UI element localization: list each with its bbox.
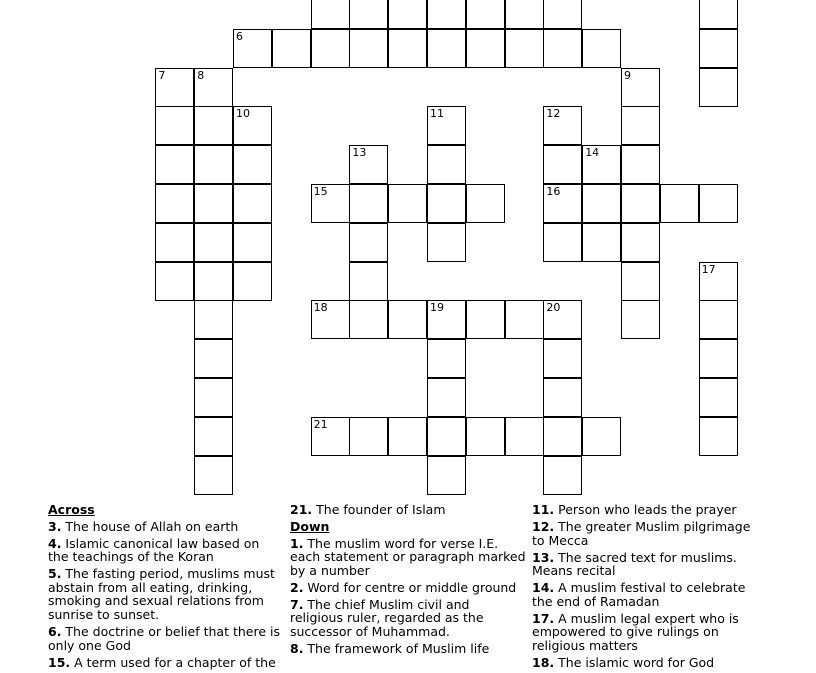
grid-cell[interactable] bbox=[194, 184, 233, 223]
grid-cell[interactable] bbox=[699, 417, 738, 456]
grid-cell[interactable] bbox=[427, 0, 466, 29]
grid-cell[interactable] bbox=[582, 184, 621, 223]
grid-cell[interactable] bbox=[543, 300, 582, 339]
clue-text: The doctrine or belief that there is only one God bbox=[48, 623, 280, 653]
clue-item bbox=[48, 520, 280, 534]
grid-cell[interactable] bbox=[155, 184, 194, 223]
grid-cell[interactable] bbox=[466, 417, 505, 456]
grid-cell[interactable] bbox=[505, 0, 544, 29]
grid-cell[interactable] bbox=[349, 29, 388, 68]
grid-cell[interactable] bbox=[388, 300, 427, 339]
grid-cell[interactable] bbox=[194, 68, 233, 107]
clue-text: The fasting period, muslims must abstain from all eating, drinking, smoking and sexual relations from sunrise to sunset. bbox=[48, 566, 275, 622]
grid-cell[interactable] bbox=[427, 300, 466, 339]
clue-number: 14 bbox=[585, 146, 600, 160]
clue-number-label: 3. bbox=[48, 518, 62, 534]
clues-column-3 bbox=[532, 503, 752, 673]
grid-cell[interactable] bbox=[699, 339, 738, 378]
clue-item bbox=[532, 612, 752, 653]
grid-cell[interactable] bbox=[233, 29, 272, 68]
grid-cell[interactable] bbox=[155, 68, 194, 107]
clue-number: 11 bbox=[430, 107, 444, 121]
clue-text: A muslim legal expert who is empowered to give rulings on religious matters bbox=[532, 610, 739, 653]
grid-cell[interactable] bbox=[543, 223, 582, 262]
grid-cell[interactable] bbox=[543, 29, 582, 68]
clue-text: A muslim festival to celebrate the end of Ramadan bbox=[532, 580, 746, 609]
grid-cell[interactable] bbox=[660, 184, 699, 223]
clue-number-label: 6. bbox=[48, 623, 62, 639]
grid-cell[interactable] bbox=[543, 417, 582, 456]
grid-cell[interactable] bbox=[621, 262, 660, 301]
grid-cell[interactable] bbox=[194, 300, 233, 339]
clue-item bbox=[290, 598, 526, 639]
clue-number: 8 bbox=[197, 68, 205, 82]
grid-cell[interactable] bbox=[466, 29, 505, 68]
clue-number: 19 bbox=[430, 301, 444, 315]
grid-cell[interactable] bbox=[582, 145, 621, 184]
grid-cell[interactable] bbox=[194, 378, 233, 417]
clue-number-label: 13. bbox=[532, 549, 555, 565]
clue-number-label: 17. bbox=[532, 610, 555, 626]
clue-item bbox=[532, 520, 752, 547]
clue-text: The islamic word for God bbox=[554, 654, 715, 670]
clue-number-label: 7. bbox=[290, 596, 304, 612]
grid-cell[interactable] bbox=[699, 0, 738, 29]
grid-cell[interactable] bbox=[505, 417, 544, 456]
grid-cell[interactable] bbox=[699, 68, 738, 107]
grid-cell[interactable] bbox=[505, 29, 544, 68]
down-heading: Down bbox=[290, 518, 330, 534]
clue-item bbox=[48, 625, 280, 652]
clue-text: The greater Muslim pilgrimage to Mecca bbox=[532, 518, 751, 548]
clue-number: 17 bbox=[701, 262, 716, 276]
grid-cell[interactable] bbox=[194, 106, 233, 145]
clue-text: The chief Muslim civil and religious ruler, regarded as the successor of Muhammad. bbox=[290, 596, 484, 639]
clue-number: 13 bbox=[352, 146, 367, 160]
grid-cell[interactable] bbox=[194, 456, 233, 495]
grid-cell[interactable] bbox=[699, 300, 738, 339]
clues-column-1 bbox=[48, 503, 280, 672]
grid-cell[interactable] bbox=[621, 300, 660, 339]
grid-cell[interactable] bbox=[621, 68, 660, 107]
grid-cell[interactable] bbox=[582, 417, 621, 456]
clue-number-label: 4. bbox=[48, 535, 62, 551]
clue-item bbox=[532, 656, 752, 670]
clue-number-label: 1. bbox=[290, 535, 304, 551]
clue-number: 16 bbox=[546, 185, 561, 198]
grid-cell[interactable] bbox=[427, 145, 466, 184]
clue-number-label: 15. bbox=[48, 654, 71, 670]
grid-cell[interactable] bbox=[349, 184, 388, 223]
grid-cell[interactable] bbox=[388, 184, 427, 223]
across-clue-list bbox=[48, 520, 280, 670]
grid-cell[interactable] bbox=[582, 29, 621, 68]
grid-cell[interactable] bbox=[311, 300, 350, 339]
across-clue-list-continued bbox=[290, 503, 526, 517]
grid-cell[interactable] bbox=[233, 262, 272, 301]
grid-cell[interactable] bbox=[194, 339, 233, 378]
clue-text: The framework of Muslim life bbox=[303, 640, 490, 656]
grid-cell[interactable] bbox=[194, 417, 233, 456]
clue-text: The sacred text for muslims. Means recital bbox=[532, 549, 737, 579]
clues-column-2 bbox=[290, 503, 526, 659]
grid-cell[interactable] bbox=[699, 184, 738, 223]
clue-item bbox=[532, 503, 752, 517]
grid-cell[interactable] bbox=[427, 184, 466, 223]
grid-cell[interactable] bbox=[427, 339, 466, 378]
grid-cell[interactable] bbox=[466, 300, 505, 339]
clue-number: 18 bbox=[313, 301, 328, 315]
clue-number-label: 5. bbox=[48, 566, 62, 582]
clue-number-partial bbox=[314, 0, 321, 1]
clue-number: 15 bbox=[313, 185, 328, 198]
grid-cell[interactable] bbox=[543, 106, 582, 145]
clue-text: A term used for a chapter of the bbox=[70, 654, 276, 670]
grid-cell[interactable] bbox=[311, 29, 350, 68]
clue-item bbox=[290, 503, 526, 517]
grid-cell[interactable] bbox=[621, 223, 660, 262]
grid-cell[interactable] bbox=[233, 223, 272, 262]
grid-cell[interactable] bbox=[427, 417, 466, 456]
grid-cell[interactable] bbox=[543, 145, 582, 184]
grid-cell[interactable] bbox=[621, 184, 660, 223]
grid-cell[interactable] bbox=[233, 184, 272, 223]
grid-cell[interactable] bbox=[155, 145, 194, 184]
grid-cell[interactable] bbox=[349, 417, 388, 456]
grid-cell[interactable] bbox=[155, 262, 194, 301]
clue-item bbox=[532, 551, 752, 578]
clue-number: 10 bbox=[236, 107, 250, 121]
clue-text: The muslim word for verse I.E. each statement or paragraph marked by a number bbox=[290, 535, 526, 578]
clue-item bbox=[532, 581, 752, 608]
across-heading: Across bbox=[48, 502, 95, 517]
grid-cell[interactable] bbox=[699, 378, 738, 417]
clue-text: The founder of Islam bbox=[312, 502, 446, 517]
down-clue-list-continued bbox=[532, 503, 752, 669]
grid-cell[interactable] bbox=[543, 339, 582, 378]
grid-cell[interactable] bbox=[349, 262, 388, 301]
clue-number-label: 21. bbox=[290, 502, 313, 517]
grid-cell[interactable] bbox=[543, 184, 582, 223]
clue-item bbox=[290, 537, 526, 578]
grid-cell[interactable] bbox=[543, 0, 582, 29]
grid-cell[interactable] bbox=[466, 0, 505, 29]
clue-item bbox=[290, 581, 526, 595]
grid-cell[interactable] bbox=[272, 29, 311, 68]
clue-number-label: 18. bbox=[532, 654, 555, 670]
grid-cell[interactable] bbox=[349, 145, 388, 184]
grid-cell[interactable] bbox=[427, 378, 466, 417]
grid-cell[interactable] bbox=[194, 223, 233, 262]
clue-number: 9 bbox=[624, 68, 631, 82]
clue-text: Islamic canonical law based on the teachings of the Koran bbox=[48, 535, 260, 565]
clue-number-label: 8. bbox=[290, 640, 304, 656]
grid-cell[interactable] bbox=[505, 300, 544, 339]
grid-cell[interactable] bbox=[233, 106, 272, 145]
clue-number: 20 bbox=[546, 301, 561, 315]
grid-cell[interactable] bbox=[621, 145, 660, 184]
clue-number: 21 bbox=[313, 417, 328, 431]
clue-item bbox=[48, 656, 280, 670]
clue-number-label: 11. bbox=[532, 502, 555, 517]
grid-cell[interactable] bbox=[233, 145, 272, 184]
clue-number: 6 bbox=[236, 29, 243, 43]
grid-cell[interactable] bbox=[388, 0, 427, 29]
grid-cell[interactable] bbox=[349, 0, 388, 29]
grid-cell[interactable] bbox=[699, 262, 738, 301]
down-clue-list bbox=[290, 537, 526, 656]
grid-cell[interactable] bbox=[311, 0, 350, 29]
grid-cell[interactable] bbox=[388, 417, 427, 456]
grid-cell[interactable] bbox=[155, 223, 194, 262]
grid-cell[interactable] bbox=[194, 145, 233, 184]
grid-cell[interactable] bbox=[582, 223, 621, 262]
clue-number-label: 12. bbox=[532, 518, 555, 534]
grid-cell[interactable] bbox=[427, 106, 466, 145]
grid-cell[interactable] bbox=[311, 184, 350, 223]
grid-cell[interactable] bbox=[427, 29, 466, 68]
grid-cell[interactable] bbox=[349, 300, 388, 339]
grid-cell[interactable] bbox=[155, 106, 194, 145]
clue-item bbox=[290, 642, 526, 656]
clue-text: Person who leads the prayer bbox=[554, 502, 737, 517]
clue-number-label: 14. bbox=[532, 580, 555, 596]
clue-text: Word for centre or middle ground bbox=[303, 579, 517, 595]
clue-number: 12 bbox=[546, 107, 561, 121]
grid-cell[interactable] bbox=[699, 29, 738, 68]
grid-cell[interactable] bbox=[311, 417, 350, 456]
grid-cell[interactable] bbox=[349, 223, 388, 262]
clue-number: 7 bbox=[158, 68, 166, 82]
clue-number-label: 2. bbox=[290, 579, 304, 595]
grid-cell[interactable] bbox=[621, 106, 660, 145]
grid-cell[interactable] bbox=[427, 223, 466, 262]
clue-text: The house of Allah on earth bbox=[61, 518, 239, 534]
grid-cell[interactable] bbox=[194, 262, 233, 301]
grid-cell[interactable] bbox=[427, 456, 466, 495]
grid-cell[interactable] bbox=[543, 456, 582, 495]
grid-cell[interactable] bbox=[543, 378, 582, 417]
clue-item bbox=[48, 567, 280, 621]
grid-cell[interactable] bbox=[466, 184, 505, 223]
grid-cell[interactable] bbox=[388, 29, 427, 68]
clue-item bbox=[48, 537, 280, 564]
